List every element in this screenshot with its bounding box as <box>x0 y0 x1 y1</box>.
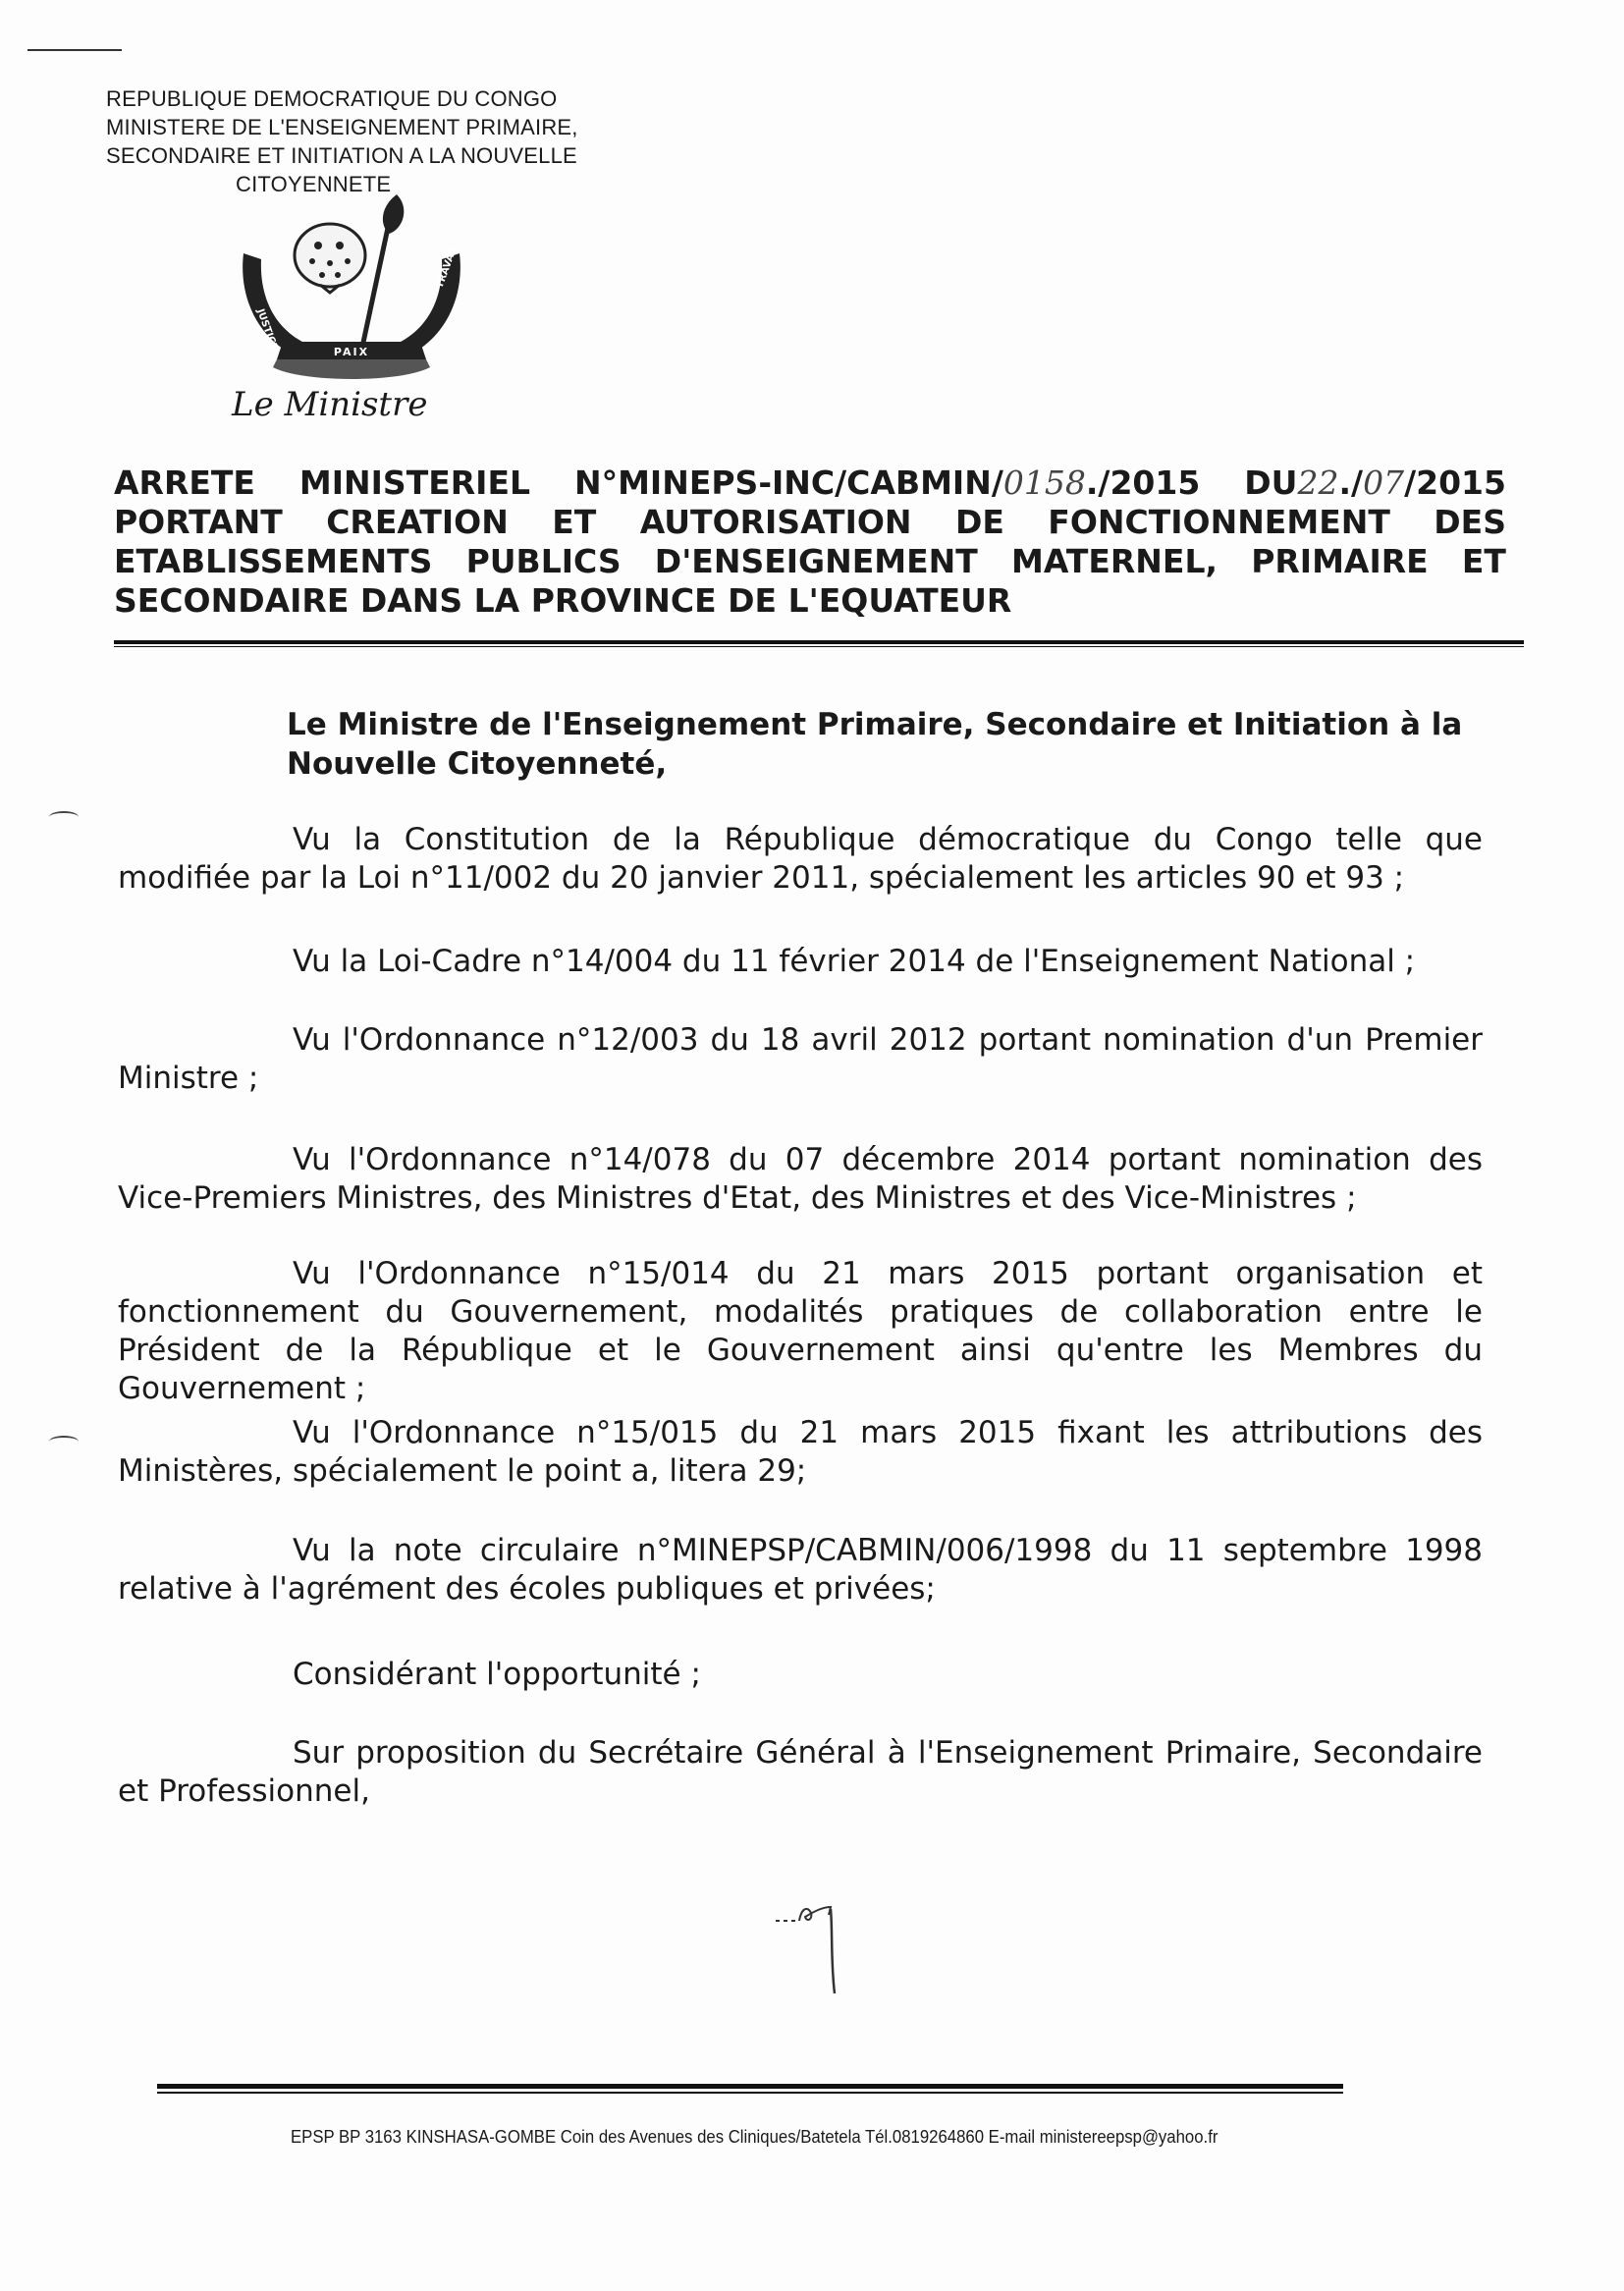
consideration-note-circulaire: Vu la note circulaire n°MINEPSP/CABMIN/006/1998 du 11 septembre 1998 relative à l'agrément des écoles publiques et privées; <box>118 1533 1483 1607</box>
title-line-4: SECONDAIRE DANS LA PROVINCE DE L'EQUATEUR <box>114 581 1012 620</box>
consideration-ordonnance-premier-ministre: Vu l'Ordonnance n°12/003 du 18 avril 2012 portant nomination d'un Premier Ministre ; <box>118 1022 1483 1096</box>
decree-title <box>114 464 1506 621</box>
header-line-ministry: MINISTERE DE L'ENSEIGNEMENT PRIMAIRE, <box>106 115 578 139</box>
decree-number: N°MINEPS-INC/CABMIN/0158./2015 <box>573 464 1201 502</box>
title-line-1 <box>114 464 1506 503</box>
title-divider <box>114 640 1524 647</box>
consideration-constitution: Vu la Constitution de la République démocratique du Congo telle que modifiée par la Loi n°11/002 du 20 janvier 2011, spécialement les articles 90 et 93 ; <box>118 822 1483 896</box>
consideration-opportunite: Considérant l'opportunité ; <box>293 1657 701 1692</box>
title-word: ET <box>552 503 597 541</box>
title-line-2 <box>114 503 1506 542</box>
handwritten-decree-number: 0158 <box>1002 464 1086 502</box>
consideration-ordonnance-vice-premiers: Vu l'Ordonnance n°14/078 du 07 décembre 2014 portant nomination des Vice-Premiers Ministres, des Ministres d'Etat, des Ministres et des Vice-Ministres ; <box>118 1142 1483 1216</box>
title-word: ETABLISSEMENTS <box>114 542 433 580</box>
institution-header <box>106 84 676 198</box>
title-word: PORTANT <box>114 503 283 541</box>
consideration-loi-cadre: Vu la Loi-Cadre n°14/004 du 11 février 2014 de l'Enseignement National ; <box>293 944 1416 979</box>
header-line-ministry-cont: SECONDAIRE ET INITIATION A LA NOUVELLE <box>106 143 577 168</box>
consideration-proposition: Sur proposition du Secrétaire Général à l'Enseignement Primaire, Secondaire et Professionnel, <box>118 1735 1483 1809</box>
title-word: DES <box>1434 503 1506 541</box>
title-word: MINISTERIEL <box>298 464 531 502</box>
title-line-3 <box>114 542 1506 581</box>
title-word: DE <box>954 503 1004 541</box>
svg-text:PAIX: PAIX <box>333 346 370 358</box>
title-word: FONCTIONNEMENT <box>1048 503 1390 541</box>
handwritten-day: 22 <box>1297 464 1339 502</box>
title-word: ET <box>1461 542 1506 580</box>
svg-text:JUSTICE: JUSTICE <box>254 307 280 353</box>
decree-date: DU22./07/2015 <box>1244 464 1506 502</box>
header-line-republic: REPUBLIQUE DEMOCRATIQUE DU CONGO <box>106 86 558 111</box>
preamble: Le Ministre de l'Enseignement Primaire, Secondaire et Initiation à la Nouvelle Citoyenneté, <box>287 707 1463 782</box>
title-word: ARRETE <box>114 464 255 502</box>
margin-tick <box>49 1436 79 1447</box>
handwritten-month: 07 <box>1363 464 1405 502</box>
title-word: PUBLICS <box>465 542 622 580</box>
title-word: D'ENSEIGNEMENT <box>654 542 978 580</box>
title-word: AUTORISATION <box>639 503 912 541</box>
title-word: CREATION <box>326 503 509 541</box>
minister-label: Le Ministre <box>232 385 428 424</box>
scan-mark <box>27 49 122 51</box>
consideration-ordonnance-attributions: Vu l'Ordonnance n°15/015 du 21 mars 2015 fixant les attributions des Ministères, spécialement le point a, litera 29; <box>118 1415 1483 1489</box>
drc-coat-of-arms-icon <box>224 194 479 391</box>
consideration-ordonnance-gouvernement: Vu l'Ordonnance n°15/014 du 21 mars 2015 portant organisation et fonctionnement du Gouvernement, modalités pratiques de collaboration entre le Président de la République et le Gouvernement ainsi qu'entre les Membres du Gouvernement ; <box>118 1256 1483 1406</box>
footer-address: EPSP BP 3163 KINSHASA-GOMBE Coin des Avenues des Cliniques/Batetela Tél.0819264860 E-mail ministereepsp@yahoo.fr <box>291 2127 1218 2147</box>
handwritten-initials-icon <box>772 1891 850 1999</box>
margin-tick <box>49 811 79 823</box>
footer-divider <box>157 2084 1343 2094</box>
svg-text:TRAVAIL: TRAVAIL <box>434 243 460 291</box>
header-line-citizenship: CITOYENNETE <box>236 172 392 196</box>
title-word: MATERNEL, <box>1011 542 1218 580</box>
title-word: PRIMAIRE <box>1251 542 1429 580</box>
